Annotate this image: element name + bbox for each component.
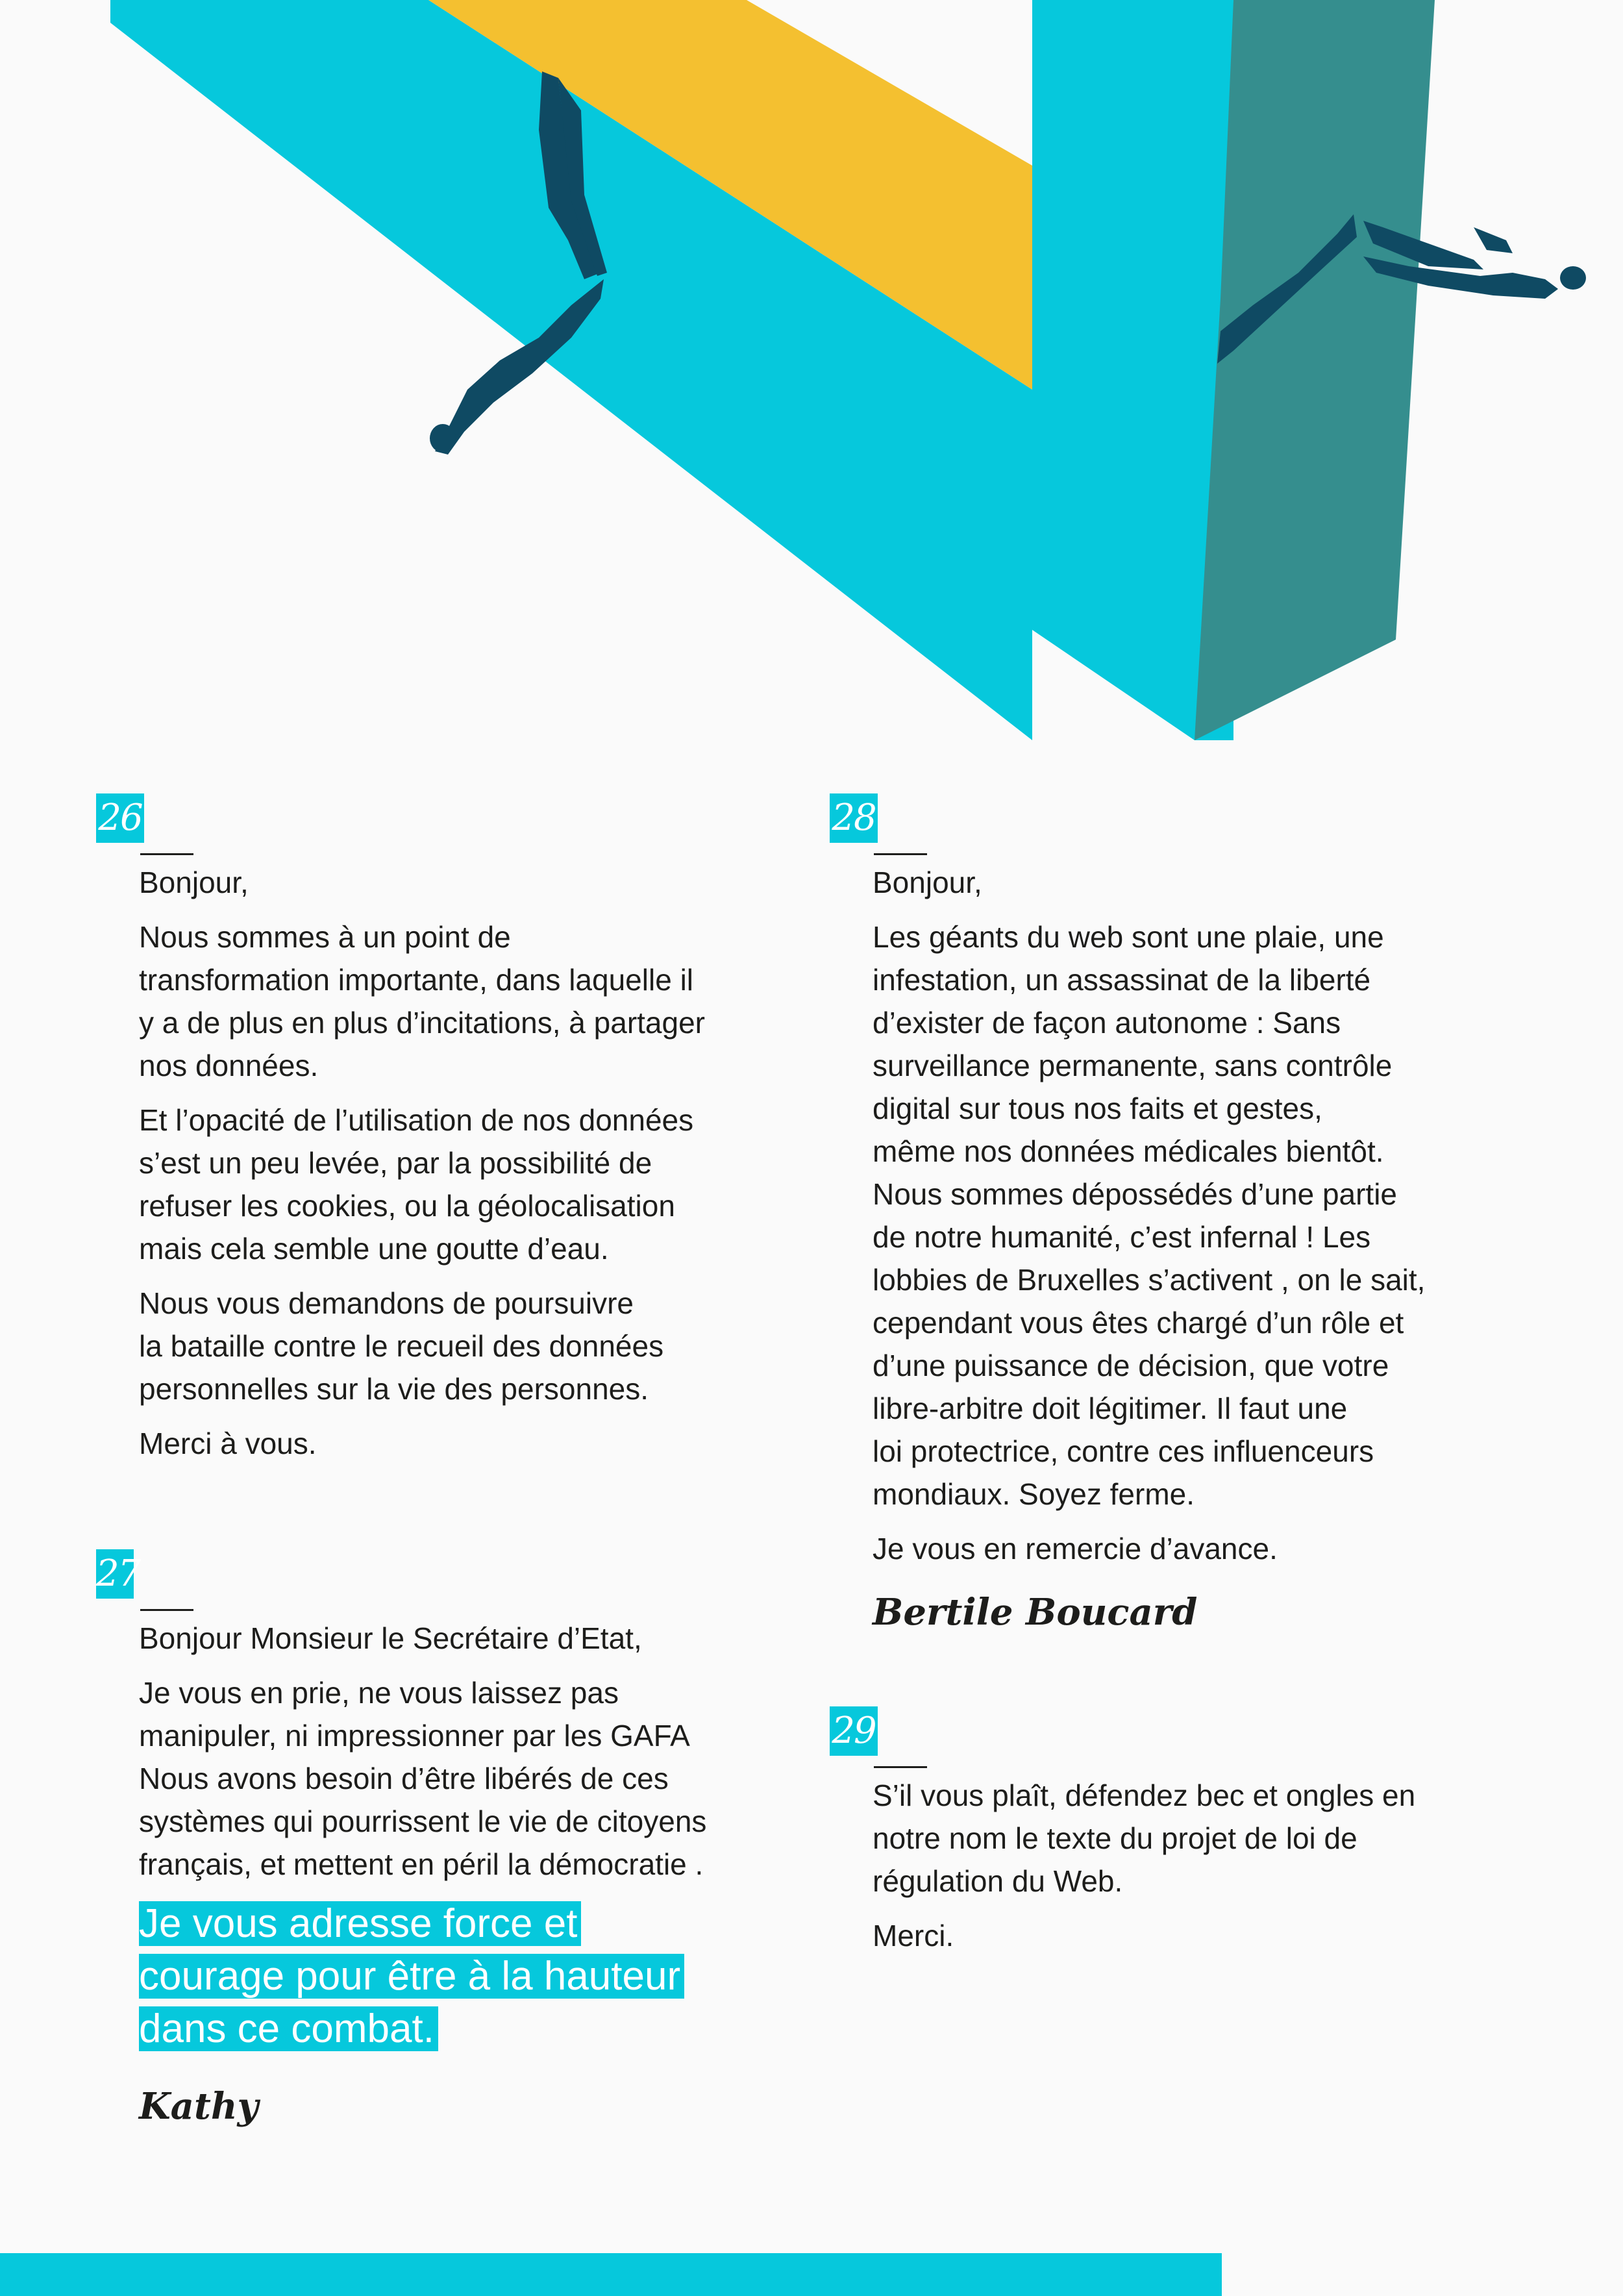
number-rule <box>140 853 193 855</box>
paragraph: S’il vous plaît, défendez bec et ongles en notre nom le texte du projet de loi de régulation du Web. <box>873 1778 1416 1898</box>
entry-number-block <box>830 793 1518 855</box>
entry-text <box>873 1774 1518 1957</box>
highlight-quote <box>139 1897 723 2055</box>
entry-number: 27 <box>96 1549 134 1599</box>
entry-28 <box>830 793 1518 1635</box>
paragraph: Et l’opacité de l’utilisation de nos données s’est un peu levée, par la possibilité de refuser les cookies, ou la géolocalisation mais cela semble une goutte d’eau. <box>139 1103 694 1266</box>
paragraph: Bonjour, <box>139 866 249 899</box>
paragraph: Merci. <box>873 1919 954 1953</box>
paragraph: Bonjour, <box>873 866 982 899</box>
entry-number-block <box>830 1706 1518 1767</box>
paragraph: Merci à vous. <box>139 1427 317 1460</box>
number-rule <box>874 1766 927 1768</box>
paragraph: Je vous en remercie d’avance. <box>873 1532 1278 1566</box>
header-illustration <box>0 0 1623 766</box>
entry-text <box>873 861 1518 1570</box>
entry-number: 28 <box>830 793 878 843</box>
entry-27 <box>96 1549 778 2129</box>
paragraph: Bonjour Monsieur le Secrétaire d’Etat, <box>139 1621 642 1655</box>
paragraph: Nous vous demandons de poursuivre la bataille contre le recueil des données personnelles sur la vie des personnes. <box>139 1286 664 1406</box>
signature: Bertile Boucard <box>873 1591 1198 1634</box>
entry-text <box>139 861 778 1465</box>
entry-number: 29 <box>830 1706 878 1756</box>
entry-number: 26 <box>96 793 144 843</box>
entry-number-block <box>96 1549 778 1610</box>
number-rule <box>874 853 927 855</box>
entry-text <box>139 1617 778 1886</box>
entry-26 <box>96 793 778 1477</box>
entry-number-block <box>96 793 778 855</box>
entry-29 <box>830 1706 1518 1969</box>
bottom-accent-bar <box>0 2253 1222 2296</box>
paragraph: Nous sommes à un point de transformation importante, dans laquelle il y a de plus en plus d’incitations, à partager nos données. <box>139 920 705 1082</box>
paragraph: Je vous en prie, ne vous laissez pas manipuler, ni impressionner par les GAFA Nous avons besoin d’être libérés de ces systèmes qui pourrissent le vie de citoyens français, et mettent en péril la démocratie . <box>139 1676 707 1881</box>
signature: Kathy <box>139 2085 259 2128</box>
teal-side-shape <box>1195 0 1435 740</box>
paragraph: Les géants du web sont une plaie, une infestation, un assassinat de la liberté d’exister de façon autonome : Sans surveillance permanente, sans contrôle digital sur tous nos faits et gestes, même nos données médicales bientôt. Nous sommes dépossédés d’une partie de notre humanité, c’est infernal ! Les lobbies de Bruxelles s’activent , on le sait, cependant vous êtes chargé d’un rôle et d’une puissance de décision, que votre libre-arbitre doit légitimer. Il faut une loi protectrice, contre ces influenceurs mondiaux. Soyez ferme. <box>873 920 1426 1511</box>
highlight-text: Je vous adresse force et courage pour être à la hauteur dans ce combat. <box>139 1901 684 2051</box>
number-rule <box>140 1609 193 1611</box>
